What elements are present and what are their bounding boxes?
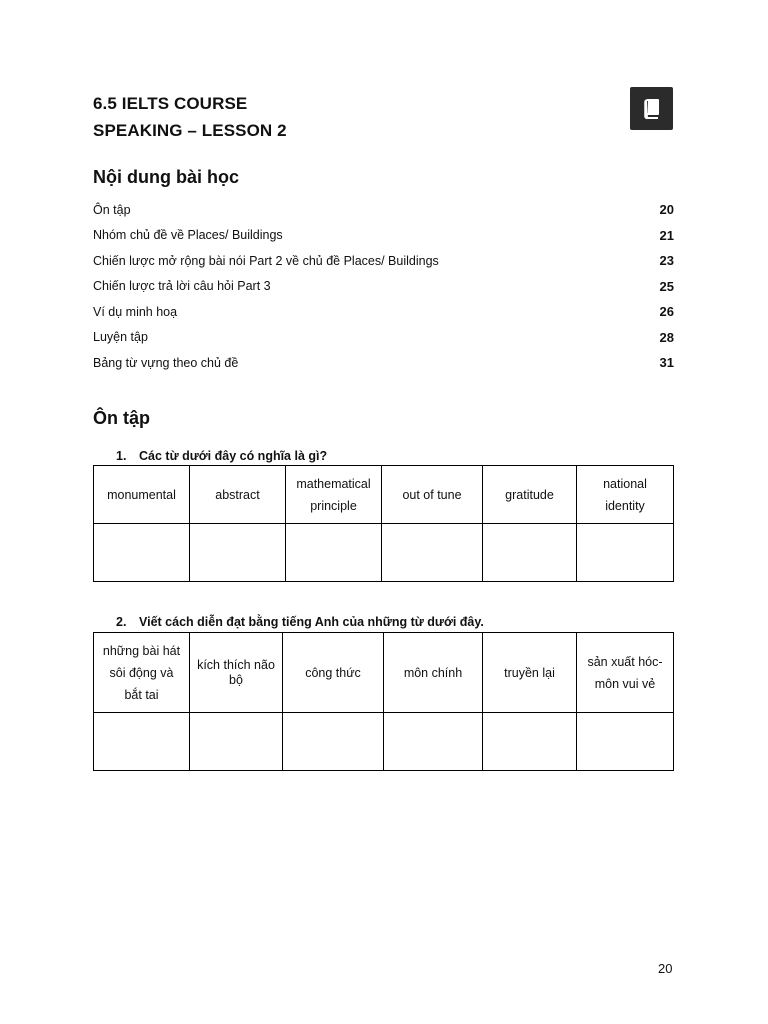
question-1: [116, 449, 327, 463]
answer-cell[interactable]: [577, 524, 674, 582]
toc-page: 28: [659, 329, 674, 345]
page-number: 20: [658, 961, 673, 976]
question-2-table: [93, 632, 674, 771]
toc-item[interactable]: [93, 248, 674, 274]
question-1-number: 1.: [116, 449, 127, 463]
toc-page: 25: [659, 278, 674, 294]
answer-cell[interactable]: [286, 524, 382, 582]
question-1-table: [93, 465, 674, 582]
table-header-row: [94, 466, 674, 524]
answer-cell[interactable]: [190, 524, 286, 582]
lesson-title: SPEAKING – LESSON 2: [93, 121, 287, 140]
question-2-text: Viết cách diễn đạt bằng tiếng Anh của những từ dưới đây.: [139, 615, 484, 629]
toc-page: 21: [659, 227, 674, 243]
question-2-number: 2.: [116, 615, 127, 629]
term-cell: mathematical principle: [286, 466, 382, 524]
toc-page: 26: [659, 304, 674, 320]
term-cell: out of tune: [382, 466, 483, 524]
toc-item[interactable]: [93, 325, 674, 351]
phrase-cell: công thức: [283, 633, 384, 713]
question-2: [116, 615, 484, 629]
phrase-cell: kích thích não bộ: [190, 633, 283, 713]
toc-label: Ôn tập: [93, 202, 131, 217]
toc-label: Ví dụ minh hoạ: [93, 304, 178, 319]
answer-row: [94, 524, 674, 582]
book-badge: [630, 87, 673, 130]
phrase-cell: truyền lại: [483, 633, 577, 713]
toc-label: Chiến lược trả lời câu hỏi Part 3: [93, 279, 271, 294]
phrase-cell: sản xuất hóc-môn vui vẻ: [577, 633, 674, 713]
answer-cell[interactable]: [94, 713, 190, 771]
toc-page: 31: [659, 355, 674, 371]
answer-row: [94, 713, 674, 771]
answer-cell[interactable]: [384, 713, 483, 771]
toc-label: Chiến lược mở rộng bài nói Part 2 về chủ đề Places/ Buildings: [93, 253, 439, 268]
title-block: [93, 90, 287, 144]
answer-cell[interactable]: [283, 713, 384, 771]
book-icon: [640, 97, 664, 121]
toc-item[interactable]: [93, 350, 674, 376]
table-of-contents: [93, 197, 674, 376]
answer-cell[interactable]: [483, 524, 577, 582]
term-cell: national identity: [577, 466, 674, 524]
toc-item[interactable]: [93, 223, 674, 249]
term-cell: monumental: [94, 466, 190, 524]
toc-page: 23: [659, 253, 674, 269]
question-1-text: Các từ dưới đây có nghĩa là gì?: [139, 449, 328, 463]
answer-cell[interactable]: [483, 713, 577, 771]
answer-cell[interactable]: [94, 524, 190, 582]
toc-item[interactable]: [93, 299, 674, 325]
toc-label: Bảng từ vựng theo chủ đề: [93, 355, 239, 370]
term-cell: abstract: [190, 466, 286, 524]
course-title: 6.5 IELTS COURSE: [93, 94, 248, 113]
review-heading: Ôn tập: [93, 408, 150, 428]
toc-page: 20: [659, 202, 674, 218]
term-cell: gratitude: [483, 466, 577, 524]
phrase-cell: môn chính: [384, 633, 483, 713]
answer-cell[interactable]: [190, 713, 283, 771]
answer-cell[interactable]: [382, 524, 483, 582]
toc-item[interactable]: [93, 197, 674, 223]
toc-item[interactable]: [93, 274, 674, 300]
toc-label: Nhóm chủ đề về Places/ Buildings: [93, 228, 283, 243]
answer-cell[interactable]: [577, 713, 674, 771]
phrase-cell: những bài hát sôi động và bắt tai: [94, 633, 190, 713]
toc-label: Luyện tập: [93, 330, 148, 345]
contents-heading: Nội dung bài học: [93, 167, 239, 187]
table-header-row: [94, 633, 674, 713]
